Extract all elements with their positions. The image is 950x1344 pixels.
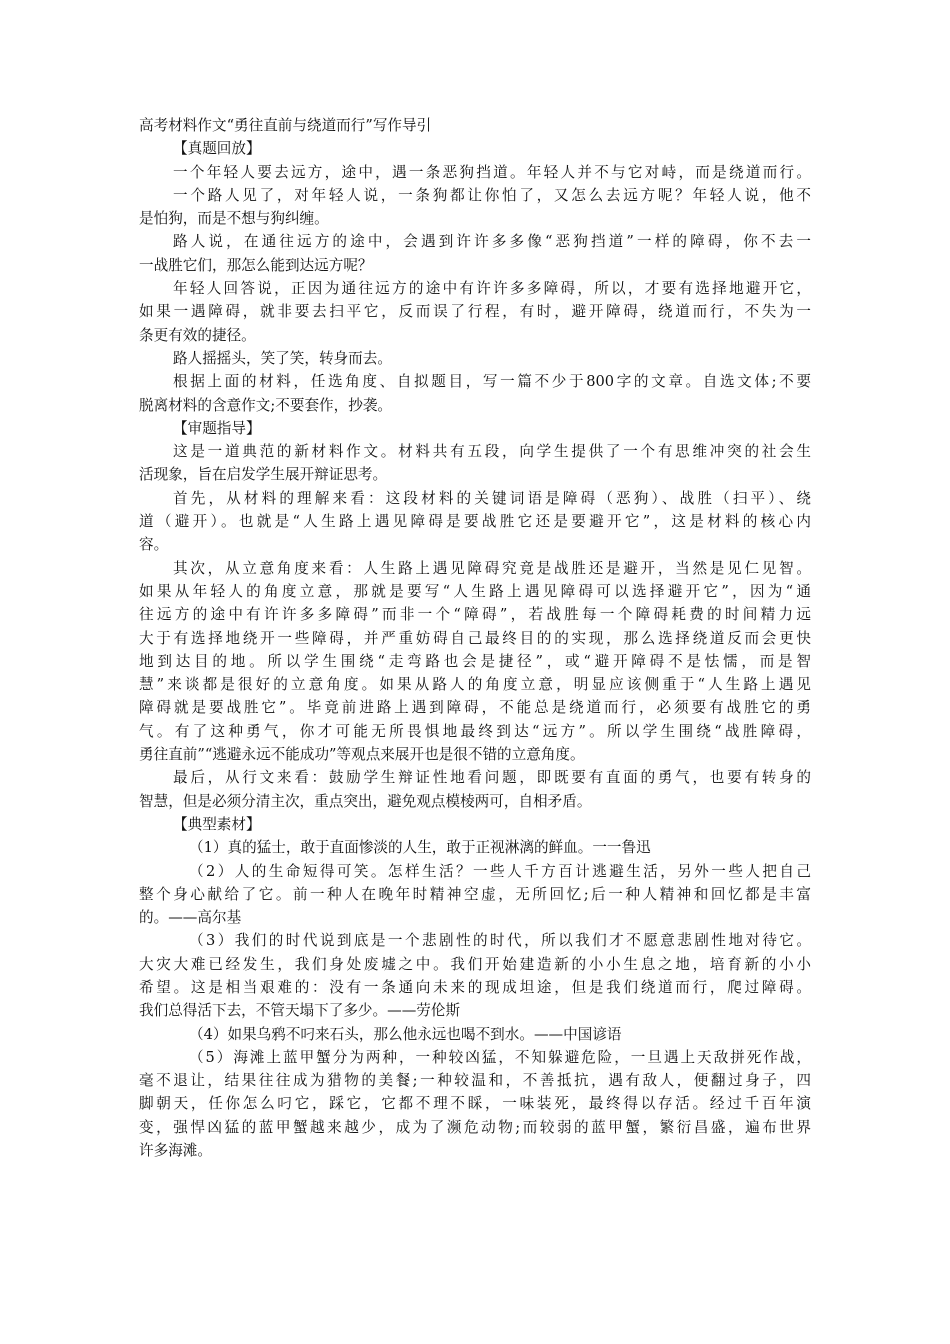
- text-line: 如果一遇障碍，就非要去扫平它，反而误了行程，有时，避开障碍，绕道而行，不失为一: [139, 303, 811, 321]
- text-line: 大于有选择地绕开一些障碍，并严重妨碍自己最终目的的实现，那么选择绕道反而会更快: [139, 629, 811, 647]
- text-line: 勇往直前”“逃避永远不能成功”等观点来展开也是很不错的立意角度。: [139, 746, 585, 764]
- text-line: 许多海滩。: [139, 1142, 212, 1160]
- section-heading: 【审题指导】: [173, 419, 261, 437]
- text-line: 智慧，但是必须分清主次，重点突出，避免观点模棱两可，自相矛盾。: [139, 792, 592, 810]
- text-line: （3）我们的时代说到底是一个悲剧性的时代，所以我们才不愿意悲剧性地对待它。: [189, 932, 811, 950]
- text-line: 慧”来谈都是很好的立意角度。如果从路人的角度立意，明显应该侧重于“人生路上遇见: [139, 676, 811, 694]
- text-line: 往远方的途中有许许多多障碍”而非一个“障碍”，若战胜每一个障碍耗费的时间精力远: [139, 606, 811, 624]
- text-line: 大灾大难已经发生，我们身处废墟之中。我们开始建造新的小小生息之地，培育新的小小: [139, 955, 811, 973]
- document-body: [139, 137, 811, 1162]
- text-line: 容。: [139, 536, 169, 554]
- text-line: （2）人的生命短得可笑。怎样生活？一些人千方百计逃避生活，另外一些人把自己: [189, 862, 811, 880]
- text-line: 路人摇摇头，笑了笑，转身而去。: [173, 349, 392, 367]
- text-line: 活现象，旨在启发学生展开辩证思考。: [139, 466, 388, 484]
- text-line: 的。——高尔基: [139, 909, 242, 927]
- text-line: 道（避开）。也就是“人生路上遇见障碍是要战胜它还是要避开它”，这是材料的核心内: [139, 513, 811, 531]
- section-heading: 【真题回放】: [173, 140, 261, 158]
- text-line: 条更有效的捷径。: [139, 326, 256, 344]
- text-line: 整个身心献给了它。前一种人在晚年时精神空虚，无所回忆;后一种人精神和回忆都是丰富: [139, 885, 811, 903]
- text-line: （5）海滩上蓝甲蟹分为两种，一种较凶猛，不知躲避危险，一旦遇上天敌拼死作战，: [189, 1048, 811, 1066]
- text-line: 如果从年轻人的角度立意，那就是要写“人生路上遇见障碍可以选择避开它”，因为“通: [139, 582, 811, 600]
- document-title: 高考材料作文“勇往直前与绕道而行”写作导引: [139, 117, 432, 134]
- text-line: 地到达目的地。所以学生围绕“走弯路也会是捷径”，或“避开障碍不是怯懦，而是智: [139, 652, 811, 670]
- text-line: 我们总得活下去，不管天塌下了多少。——劳伦斯: [139, 1002, 461, 1020]
- text-line: （4）如果乌鸦不叼来石头，那么他永远也喝不到水。——中国谚语: [189, 1025, 622, 1043]
- text-line: 一个年轻人要去远方，途中，遇一条恶狗挡道。年轻人并不与它对峙，而是绕道而行。: [173, 163, 811, 181]
- text-line: 是怕狗，而是不想与狗纠缠。: [139, 210, 329, 228]
- text-line: 根据上面的材料，任选角度、自拟题目，写一篇不少于800字的文章。自选文体;不要: [173, 373, 811, 391]
- text-line: 一战胜它们，那怎么能到达远方呢？: [139, 256, 373, 274]
- text-line: 脱离材料的含意作文;不要套作，抄袭。: [139, 396, 393, 414]
- text-line: 年轻人回答说，正因为通往远方的途中有许许多多障碍，所以，才要有选择地避开它，: [173, 280, 811, 298]
- document-page: [139, 114, 811, 1162]
- text-line: 障碍就是要战胜它”。毕竟前进路上遇到障碍，不能总是绕道而行，必须要有战胜它的勇: [139, 699, 811, 717]
- section-heading: 【典型素材】: [173, 815, 261, 833]
- text-line: 其次，从立意角度来看：人生路上遇见障碍究竟是战胜还是避开，当然是见仁见智。: [173, 559, 811, 577]
- text-line: 一个路人见了，对年轻人说，一条狗都让你怕了，又怎么去远方呢？年轻人说，他不: [173, 186, 811, 204]
- text-line: 脚朝天，任你怎么叼它，踩它，它都不理不睬，一味装死，最终得以存活。经过千百年演: [139, 1095, 811, 1113]
- text-line: 变，强悍凶猛的蓝甲蟹越来越少，成为了濒危动物;而较弱的蓝甲蟹，繁衍昌盛，遍布世界: [139, 1118, 811, 1136]
- text-line: 希望。这是相当艰难的：没有一条通向未来的现成坦途，但是我们绕道而行，爬过障碍。: [139, 978, 811, 996]
- text-line: 气。有了这种勇气，你才可能无所畏惧地最终到达“远方”。所以学生围绕“战胜障碍，: [139, 722, 811, 740]
- text-line: 这是一道典范的新材料作文。材料共有五段，向学生提供了一个有思维冲突的社会生: [173, 443, 811, 461]
- text-line: 最后，从行文来看：鼓励学生辩证性地看问题，即既要有直面的勇气，也要有转身的: [173, 769, 811, 787]
- text-line: 路人说，在通往远方的途中，会遇到许许多多像“恶狗挡道”一样的障碍，你不去一: [173, 233, 811, 251]
- text-line: 首先，从材料的理解来看：这段材料的关键词语是障碍（恶狗）、战胜（扫平）、绕: [173, 489, 811, 507]
- text-line: （1）真的猛士，敢于直面惨淡的人生，敢于正视淋漓的鲜血。一一鲁迅: [189, 839, 651, 857]
- text-line: 毫不退让，结果往往成为猎物的美餐;一种较温和，不善抵抗，遇有敌人，便翻过身子，四: [139, 1072, 811, 1090]
